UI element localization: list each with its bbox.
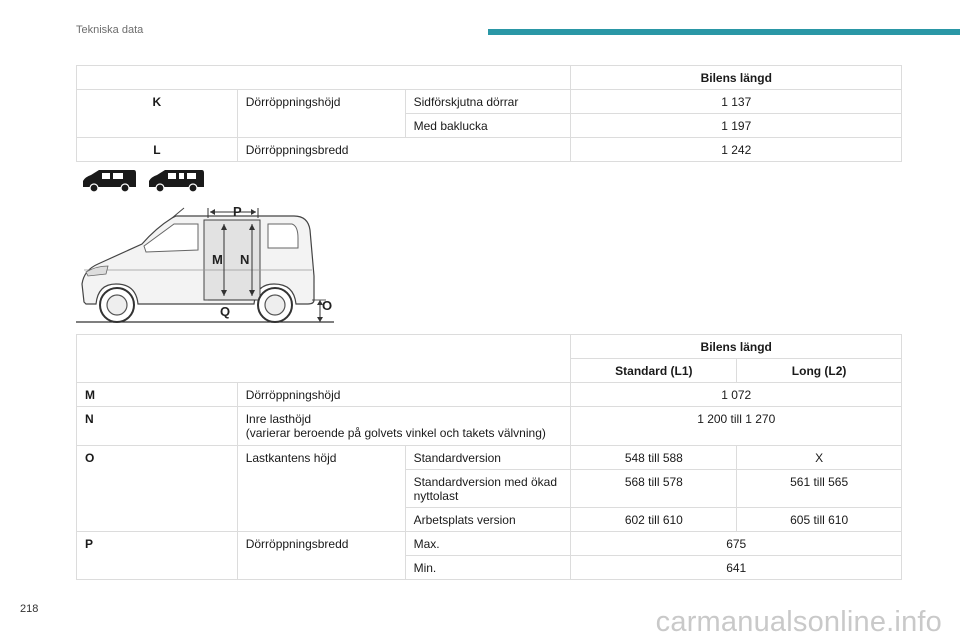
dimension-label: Dörröppningsbredd bbox=[237, 138, 571, 162]
table-row bbox=[77, 556, 902, 580]
diagram-label-m: M bbox=[212, 252, 223, 267]
diagram-label-n: N bbox=[240, 252, 250, 267]
value-long: 605 till 610 bbox=[737, 508, 902, 532]
column-header-long: Long (L2) bbox=[737, 359, 902, 383]
value-standard: 548 till 588 bbox=[571, 446, 737, 470]
dimension-code: N bbox=[77, 407, 238, 446]
watermark: carmanualsonline.info bbox=[655, 606, 942, 638]
dimension-code: L bbox=[77, 138, 238, 162]
table-row bbox=[77, 508, 902, 532]
dimension-value: 641 bbox=[571, 556, 902, 580]
table-row bbox=[77, 90, 902, 114]
dimension-code: M bbox=[77, 383, 238, 407]
table-row bbox=[77, 383, 902, 407]
dimension-sub-label: Sidförskjutna dörrar bbox=[405, 90, 571, 114]
dimension-label: Dörröppningshöjd bbox=[237, 90, 405, 114]
dimension-label: Dörröppningshöjd bbox=[237, 383, 571, 407]
value-standard: 568 till 578 bbox=[571, 470, 737, 508]
table-header-vehicle-length: Bilens längd bbox=[571, 66, 902, 90]
van-side-doors-icon bbox=[80, 168, 138, 194]
column-header-standard: Standard (L1) bbox=[571, 359, 737, 383]
diagram-label-q: Q bbox=[220, 304, 231, 319]
dimension-code: K bbox=[77, 90, 238, 114]
dimension-value: 1 137 bbox=[571, 90, 902, 114]
dimension-value: 1 197 bbox=[571, 114, 902, 138]
dimension-sub-label: Arbetsplats version bbox=[405, 508, 571, 532]
dimension-sub-label: Standardversion med ökad nyttolast bbox=[405, 470, 571, 508]
page-section-title: Tekniska data bbox=[76, 24, 144, 36]
value-long: 561 till 565 bbox=[737, 470, 902, 508]
diagram-label-o: O bbox=[322, 298, 333, 313]
dimension-value: 675 bbox=[571, 532, 902, 556]
dimension-value: 1 072 bbox=[571, 383, 902, 407]
dimension-sub-label: Max. bbox=[405, 532, 571, 556]
door-dimensions-table bbox=[76, 65, 902, 162]
cargo-dimensions-table bbox=[76, 334, 902, 580]
diagram-label-p: P bbox=[233, 204, 242, 219]
table-row bbox=[77, 470, 902, 508]
dimension-label: Dörröppningsbredd bbox=[237, 532, 405, 556]
table-row bbox=[77, 532, 902, 556]
header-accent-bar bbox=[488, 29, 960, 35]
value-standard: 602 till 610 bbox=[571, 508, 737, 532]
dimension-value: 1 242 bbox=[571, 138, 902, 162]
dimension-note: (varierar beroende på golvets vinkel och takets välvning) bbox=[245, 426, 546, 440]
dimension-label: Lastkantens höjd bbox=[237, 446, 405, 470]
dimension-code: O bbox=[77, 446, 238, 470]
dimension-sub-label: Med baklucka bbox=[405, 114, 571, 138]
dimension-value: 1 200 till 1 270 bbox=[571, 407, 902, 446]
van-rear-doors-icon bbox=[146, 168, 206, 194]
table-row bbox=[77, 138, 902, 162]
table-header-vehicle-length: Bilens längd bbox=[571, 335, 902, 359]
table-row bbox=[77, 407, 902, 446]
value-long: X bbox=[737, 446, 902, 470]
table-header-empty bbox=[77, 66, 571, 90]
page-number: 218 bbox=[20, 603, 39, 615]
table-row bbox=[77, 114, 902, 138]
dimension-sub-label: Min. bbox=[405, 556, 571, 580]
dimension-code: P bbox=[77, 532, 238, 556]
dimension-label: Inre lasthöjd bbox=[245, 412, 312, 426]
van-door-dimensions-diagram bbox=[76, 204, 338, 328]
table-row bbox=[77, 446, 902, 470]
dimension-sub-label: Standardversion bbox=[405, 446, 571, 470]
